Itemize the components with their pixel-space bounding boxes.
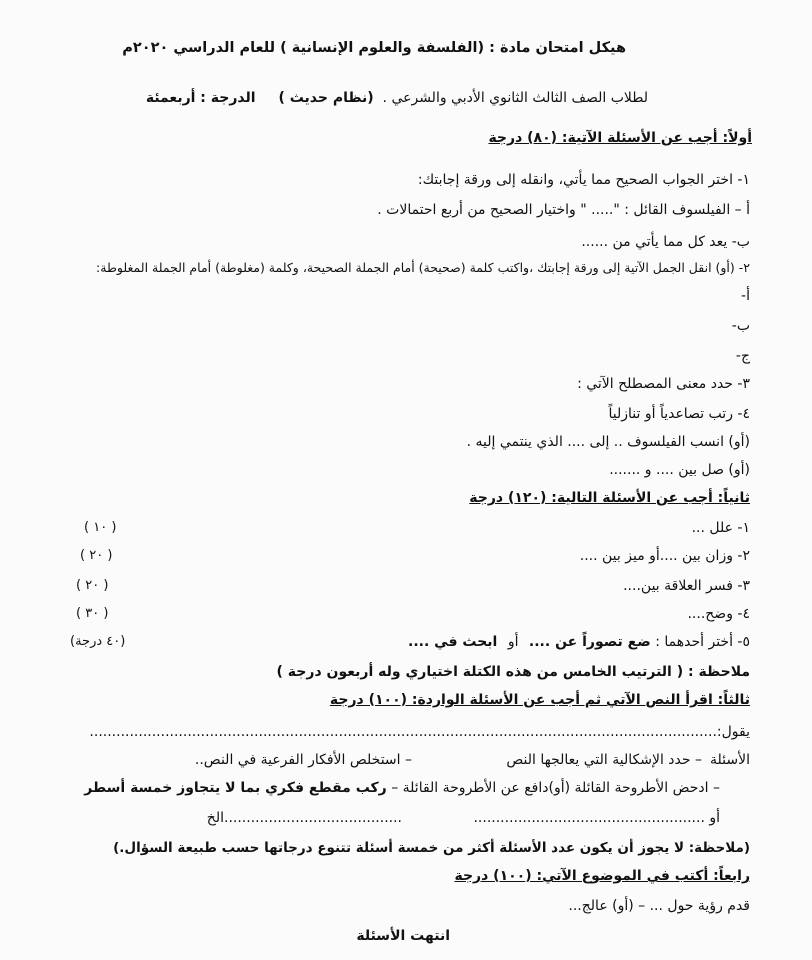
- s2-q5-opt1: ضع تصوراً عن ....: [528, 634, 651, 650]
- q4-text: ٤- رتب تصاعدياً أو تنازلياً: [608, 406, 750, 422]
- q1-text: ١- اختر الجواب الصحيح مما يأتي، وانقله إلى ورقة إجابتك:: [417, 172, 750, 188]
- s3-q-b: – استخلص الأفكار الفرعية في النص..: [194, 752, 412, 768]
- s2-item-4: ٤- وضح....: [687, 606, 750, 622]
- s3-q-a: – حدد الإشكالية التي يعالجها النص: [506, 752, 702, 768]
- q1a-text: أ – الفيلسوف القائل : "..... " واختيار الصحيح من أربع احتمالات .: [377, 202, 750, 218]
- subtitle-line: [146, 88, 648, 108]
- s3-q-c-bold: ركب مقطع فكري بما لا يتجاوز خمسة أسطر: [84, 780, 387, 796]
- s2-q5-opt2: ابحث في ....: [408, 634, 498, 650]
- s3-text-says: يقول:.............................................................................................................................................: [89, 724, 750, 740]
- q3-text: ٣- حدد معنى المصطلح الآتي :: [577, 376, 750, 392]
- q2c-label: ج-: [735, 348, 750, 364]
- q2-text: ٢- (أو) انقل الجمل الآتية إلى ورقة إجابتك ،واكتب كلمة (صحيحة) أمام الجملة الصحيحة، وكلمة (مغلوطة) أمام الجملة المغلوطة:: [96, 260, 750, 275]
- q4-alt2: (أو) صل بين .... و .......: [609, 462, 750, 478]
- s2-mark-3: ( ٢٠ ): [76, 578, 109, 593]
- s2-item-5: [408, 632, 750, 652]
- s3-questions-label: الأسئلة: [710, 752, 750, 768]
- s2-q5-pre: ٥- أختر أحدهما :: [655, 634, 750, 650]
- s2-mark-5: (٤٠ درجة): [70, 634, 126, 649]
- q2a-label: أ-: [741, 288, 750, 304]
- s2-item-2: ٢- وزان بين ....أو ميز بين ....: [579, 548, 750, 564]
- s2-item-3: ٣- فسر العلاقة بين....: [623, 578, 750, 594]
- s3-note: (ملاحظة: لا يجوز أن يكون عدد الأسئلة أكثر من خمسة أسئلة تتنوع درجاتها حسب طبيعة السؤال.): [113, 840, 750, 856]
- s2-q5-or: أو: [507, 634, 519, 650]
- subtitle-grade: الدرجة : أربعمئة: [145, 90, 256, 106]
- s3-q-c-pre: – ادحض الأطروحة القائلة (أو)دافع عن الأطروحة القائلة –: [391, 780, 720, 796]
- s3-or-line1: أو ....................................................: [473, 810, 720, 826]
- section3-heading: ثالثاً: اقرأ النص الآتي ثم أجب عن الأسئلة الواردة: (١٠٠) درجة: [329, 692, 750, 708]
- q2b-label: ب-: [731, 318, 750, 334]
- s2-item-1: ١- علل ...: [691, 520, 750, 536]
- s2-mark-4: ( ٣٠ ): [76, 606, 109, 621]
- s3-or-line2: ........................................الخ: [206, 810, 402, 826]
- s3-q-c: [84, 778, 720, 798]
- subtitle-system: (نظام حديث ): [278, 90, 374, 106]
- end-text: انتهت الأسئلة: [356, 928, 450, 944]
- q4-alt1: (أو) انسب الفيلسوف .. إلى .... الذي ينتمي إليه .: [466, 434, 750, 450]
- s2-mark-1: ( ١٠ ): [84, 520, 117, 535]
- s2-mark-2: ( ٢٠ ): [80, 548, 113, 563]
- page-title: هيكل امتحان مادة : (الفلسفة والعلوم الإنسانية ) للعام الدراسي ٢٠٢٠م: [122, 40, 626, 56]
- section1-heading: أولاً: أجب عن الأسئلة الآتية: (٨٠) درجة: [488, 130, 752, 146]
- q1b-text: ب- يعد كل مما يأتي من ......: [581, 234, 750, 250]
- subtitle-class: لطلاب الصف الثالث الثانوي الأدبي والشرعي .: [382, 90, 648, 106]
- section4-heading: رابعاً: أكتب في الموضوع الآتي: (١٠٠) درجة: [454, 868, 750, 884]
- section2-heading: ثانياً: أجب عن الأسئلة التالية: (١٢٠) درجة: [469, 490, 750, 506]
- s2-note: ملاحظة : ( الترتيب الخامس من هذه الكتلة اختياري وله أربعون درجة ): [276, 664, 750, 680]
- s4-text: قدم رؤية حول ... – (أو) عالج...: [568, 898, 750, 914]
